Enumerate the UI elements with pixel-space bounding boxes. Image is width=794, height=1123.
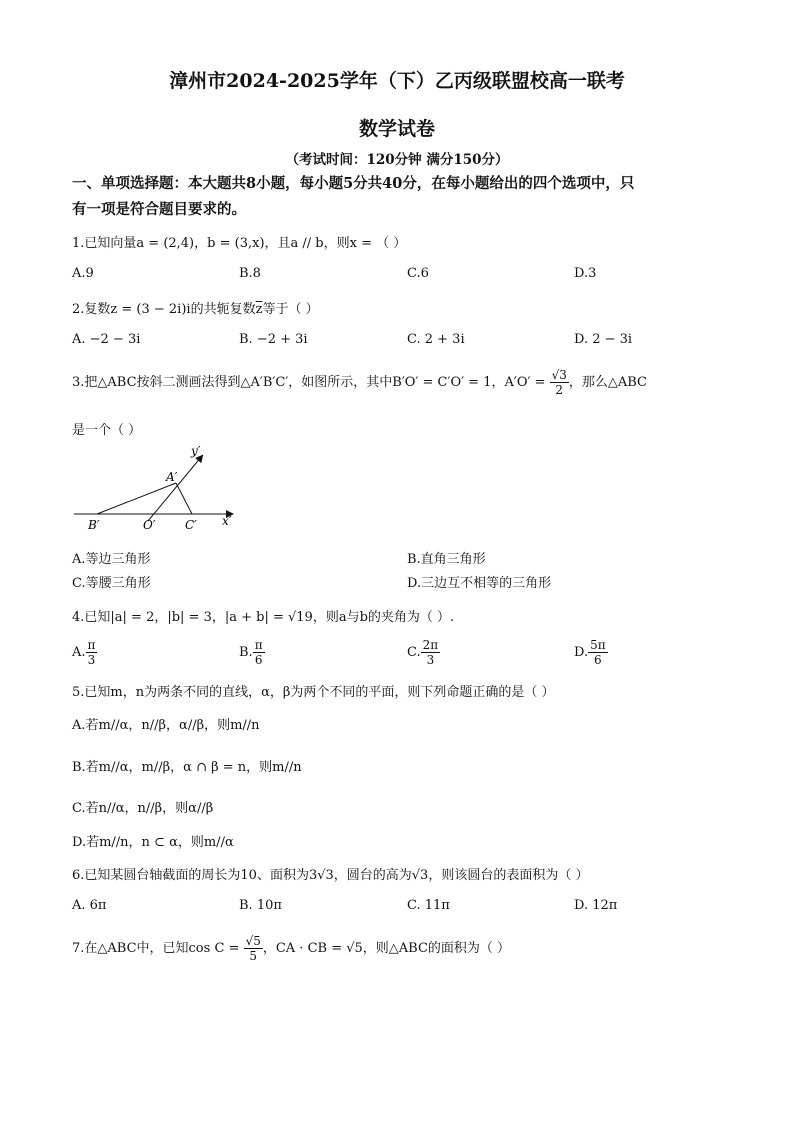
question-4-option-a: A. $\frac{\pi}{3}$ — [72, 638, 96, 667]
question-6-option-a: A. 6π — [72, 898, 107, 913]
label-x-axis: x′ — [222, 514, 232, 528]
label-y-axis: y′ — [191, 445, 201, 458]
question-2-stem: 2.复数z = (3 − 2i)i的共轭复数$\overline{z}$等于（ ） — [72, 302, 319, 317]
question-5-option-a: A.若m//α，n//β，α//β，则m//n — [72, 718, 260, 733]
question-4-option-c: C. $\frac{2\pi}{3}$ — [407, 638, 439, 667]
question-2-option-c: C. 2 + 3i — [407, 332, 465, 347]
label-b: B′ — [88, 518, 100, 532]
oblique-triangle-diagram — [72, 445, 242, 537]
question-6-option-d: D. 12π — [574, 898, 618, 913]
question-1-option-a: A.9 — [72, 266, 94, 281]
edge-b-a — [97, 483, 176, 514]
question-2-option-a: A. −2 − 3i — [72, 332, 141, 347]
question-3-option-c: C.等腰三角形 — [72, 576, 151, 591]
subject-title: 数学试卷 — [358, 118, 435, 140]
question-4-option-d: D. $\frac{5\pi}{6}$ — [574, 638, 606, 667]
section-heading-line1: 一、单项选择题：本大题共8小题，每小题5分共40分，在每小题给出的四个选项中，只 — [72, 175, 635, 192]
label-a: A′ — [166, 470, 178, 484]
question-3-stem-continued: 是一个（ ） — [72, 423, 142, 438]
question-6-stem: 6.已知某圆台轴截面的周长为10、面积为3√3，圆台的高为√3，则该圆台的表面积为（ ） — [72, 868, 589, 883]
question-7-stem: 7.在△ABC中，已知cos C = $\frac{√5}{5}$ ，CA · CB = √5，则△ABC的面积为（ ） — [72, 934, 511, 963]
fraction-sqrt5-over-5: $\frac{√5}{5}$ — [245, 934, 261, 963]
question-3-stem: 3.把△ABC按斜二测画法得到△A′B′C′，如图所示，其中B′O′ = C′O′ = 1，A′O′ = $\frac{√3}{2}$ ，那么△ABC — [72, 368, 648, 397]
question-5-stem: 5.已知m，n为两条不同的直线，α，β为两个不同的平面，则下列命题正确的是（ ） — [72, 685, 555, 700]
section-heading-line2: 有一项是符合题目要求的。 — [72, 201, 246, 218]
question-3-option-b: B.直角三角形 — [407, 552, 486, 567]
question-5-option-c: C.若n//α，n//β，则α//β — [72, 801, 214, 816]
y-axis-line — [148, 456, 202, 521]
question-2-option-d: D. 2 − 3i — [574, 332, 633, 347]
question-1-option-c: C.6 — [407, 266, 429, 281]
label-c: C′ — [185, 518, 197, 532]
edge-a-c — [176, 483, 192, 514]
question-1-stem: 1.已知向量a = (2,4)，b = (3,x)，且a // b，则x = （ ） — [72, 236, 407, 251]
question-5-option-d: D.若m//n，n ⊂ α，则m//α — [72, 835, 234, 850]
question-6-option-c: C. 11π — [407, 898, 450, 913]
label-o: O′ — [143, 518, 156, 532]
question-3-option-d: D.三边互不相等的三角形 — [407, 576, 552, 591]
fraction-sqrt3-over-2: $\frac{√3}{2}$ — [551, 368, 567, 397]
question-1-option-d: D.3 — [574, 266, 597, 281]
exam-title: 漳州市2024-2025学年（下）乙丙级联盟校高一联考 — [169, 70, 625, 92]
exam-info: （考试时间：120分钟 满分150分） — [285, 152, 509, 168]
question-3-option-a: A.等边三角形 — [72, 552, 151, 567]
question-4-stem: 4.已知|a| = 2，|b| = 3，|a + b| = √19，则a与b的夹角为（ ）. — [72, 610, 455, 625]
question-4-option-b: B. $\frac{\pi}{6}$ — [239, 638, 263, 667]
question-2-option-b: B. −2 + 3i — [239, 332, 308, 347]
question-6-option-b: B. 10π — [239, 898, 282, 913]
question-1-option-b: B.8 — [239, 266, 261, 281]
question-5-option-b: B.若m//α，m//β，α ∩ β = n，则m//n — [72, 760, 302, 775]
